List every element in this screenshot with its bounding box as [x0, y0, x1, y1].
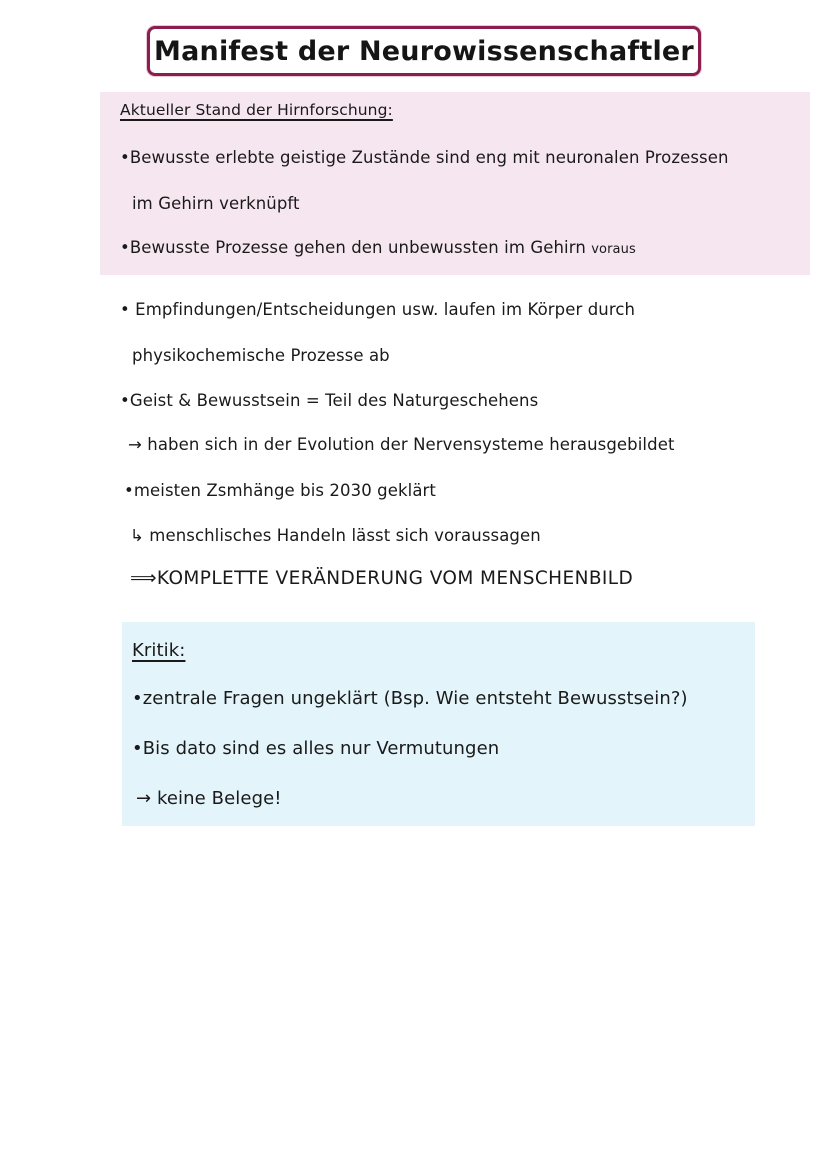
critique-heading: Kritik:	[132, 640, 186, 661]
research-point-2-suffix: voraus	[591, 242, 636, 257]
claim-point-3: •meisten Zsmhänge bis 2030 geklärt	[124, 481, 436, 500]
research-point-2	[120, 238, 636, 257]
critique-point-3: → keine Belege!	[136, 788, 282, 809]
page-title: Manifest der Neurowissenschaftler	[154, 35, 694, 67]
research-point-1-continued: im Gehirn verknüpft	[132, 194, 300, 213]
research-point-1: •Bewusste erlebte geistige Zustände sind eng mit neuronalen Prozessen	[120, 148, 729, 167]
critique-point-1: •zentrale Fragen ungeklärt (Bsp. Wie entsteht Bewusstsein?)	[132, 688, 688, 709]
critique-point-2: •Bis dato sind es alles nur Vermutungen	[132, 738, 500, 759]
claim-point-1: • Empfindungen/Entscheidungen usw. laufen im Körper durch	[120, 300, 636, 319]
research-point-2-text: •Bewusste Prozesse gehen den unbewussten im Gehirn	[120, 238, 586, 257]
title-box	[147, 26, 701, 76]
claim-point-3-consequence: ↳ menschlisches Handeln lässt sich voraussagen	[130, 526, 541, 545]
claim-point-2-consequence: → haben sich in der Evolution der Nervensysteme herausgebildet	[128, 435, 675, 454]
conclusion-line: ⟹KOMPLETTE VERÄNDERUNG VOM MENSCHENBILD	[130, 568, 634, 589]
claim-point-1-continued: physikochemische Prozesse ab	[132, 346, 390, 365]
current-research-heading: Aktueller Stand der Hirnforschung:	[120, 101, 393, 119]
claim-point-2: •Geist & Bewusstsein = Teil des Naturgeschehens	[120, 391, 539, 410]
